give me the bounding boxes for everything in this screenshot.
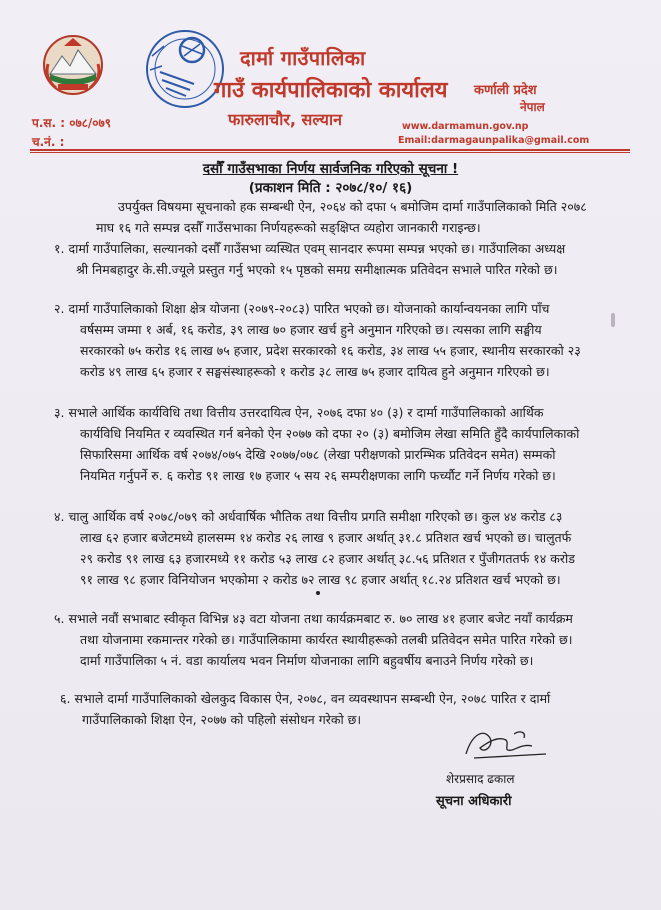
header-divider-thin (30, 152, 630, 153)
email-link[interactable]: Email:darmagaunpalika@gmail.com (398, 135, 590, 146)
decision-line: दार्मा गाउँपालिका ५ नं. वडा कार्यालय भवन निर्माण योजनाका लागि बहुवर्षीय बनाउने निर्णय गरेको छ। (80, 653, 534, 668)
notice-title: दसौँ गाउँसभाका निर्णय सार्वजनिक गरिएको सूचना ! (202, 161, 459, 177)
decision-line: २९ करोड ९१ लाख ६३ हजारमध्ये ११ करोड ५३ लाख ८२ हजार अर्थात् ३८.५६ प्रतिशत र पुँजीगततर्फ १४ करोड (80, 551, 575, 566)
decision-line: तथा योजनामा रकमान्तर गरेको छ। गाउँपालिकामा कार्यरत स्थायीहरूको तलबी प्रतिवेदन समेत पारित गरेको छ। (80, 632, 573, 647)
office-location: फारुलाचौर, सल्यान (228, 110, 342, 129)
handwritten-signature (454, 724, 554, 764)
publication-date: (प्रकाशन मिति : २०७८/१०/ १६) (248, 180, 413, 196)
decision-line: ६. सभाले दार्मा गाउँपालिकाको खेलकुद विकास ऐन, २०७८, वन व्यवस्थापन सम्बन्धी ऐन, २०७८ पारित र दार्मा (60, 691, 551, 706)
signer-title: सूचना अधिकारी (436, 794, 512, 809)
decision-line: वर्षसम्म जम्मा १ अर्ब, १६ करोड, ३९ लाख ७० हजार खर्च हुने अनुमान गरिएको छ। त्यसका लागि सङ्घीय (80, 322, 542, 337)
decision-line: कार्यविधि नियमित र व्यवस्थित गर्न बनेको ऐन २०७७ को दफा २० (३) बमोजिम लेखा समिति हुँदै कार्यपालिकाको (80, 426, 580, 441)
decision-line: सिफारिसमा आर्थिक वर्ष २०७४/०७५ देखि २०७७/०७८ (लेखा परीक्षणको प्रारम्भिक प्रतिवेदन समेत) सम्मको (80, 447, 556, 462)
decision-line: लाख ६२ हजार बजेटमध्ये हालसम्म १४ करोड २६ लाख ९ हजार अर्थात् ३१.८ प्रतिशत खर्च भएको छ। चालुतर्फ (80, 530, 572, 545)
decision-4 (54, 506, 575, 590)
paper-mark (611, 313, 615, 327)
decision-3 (54, 402, 579, 486)
decision-line: गाउँपालिकाको शिक्षा ऐन, २०७७ को पहिलो संसोधन गरेको छ। (82, 712, 362, 727)
decision-line: सरकारको ७५ करोड १६ लाख ७५ हजार, प्रदेश सरकारको १६ करोड, ३४ लाख ५५ हजार, स्थानीय सरकारको २३ (80, 343, 581, 358)
decision-line: २. दार्मा गाउँपालिकाको शिक्षा क्षेत्र योजना (२०७९-२०८३) पारित भएको छ। योजनाको कार्यान्वयनका लागि पाँच (54, 301, 550, 316)
ink-dot (316, 591, 320, 595)
dispatch-number: च.नं. : (32, 135, 65, 149)
reference-number: प.स. : ०७८/०७९ (32, 116, 112, 130)
website-link[interactable]: www.darmamun.gov.np (402, 121, 529, 132)
decision-line: ५. सभाले नवौं सभाबाट स्वीकृत विभिन्न ४३ वटा योजना तथा कार्यक्रमबाट रु. ७० लाख ४१ हजार बजेट नयाँ कार्यक्रम (54, 611, 573, 626)
intro-line: उपर्युक्त विषयमा सूचनाको हक सम्बन्धी ऐन, २०६४ को दफा ५ बमोजिम दार्मा गाउँपालिकाको मिति २०७८ (118, 199, 587, 214)
decision-1 (54, 238, 565, 280)
decision-line: १. दार्मा गाउँपालिका, सल्यानको दसौँ गाउँसभा व्यस्थित एवम् सानदार रूपमा सम्पन्न भएको छ। गाउँपालिका अध्यक्ष (54, 241, 566, 256)
decision-line: करोड ४९ लाख ६५ हजार र सङ्घसंस्थाहरूको १ करोड ३८ लाख ७५ हजार दायित्व हुने अनुमान गरिएको छ। (80, 364, 550, 379)
decision-line: ९१ लाख ९८ हजार विनियोजन भएकोमा २ करोड ७२ लाख ९८ हजार अर्थात् १८.२४ प्रतिशत खर्च भएको छ। (80, 572, 561, 587)
intro-paragraph (96, 196, 587, 238)
decision-line: ३. सभाले आर्थिक कार्यविधि तथा वित्तीय उत्तरदायित्व ऐन, २०७६ दफा ४० (३) र दार्मा गाउँपालिकाको आर्थिक (54, 405, 544, 420)
header-divider (30, 149, 630, 151)
country-label: नेपाल (520, 100, 545, 114)
nepal-emblem-icon (42, 34, 104, 96)
decision-line: नियमित गर्नुपर्ने रु. ६ करोड ९१ लाख १७ हजार ५ सय २६ सम्परीक्षणका लागि फर्च्यौट गर्ने निर्णय गरेको छ। (80, 468, 556, 483)
intro-line: माघ १६ गते सम्पन्न दसौँ गाउँसभाका निर्णयहरूको सङ्क्षिप्त व्यहोरा जानकारी गराइन्छ। (96, 220, 481, 235)
decision-2 (54, 298, 581, 382)
decision-line: ४. चालु आर्थिक वर्ष २०७८/०७९ को अर्धवार्षिक भौतिक तथा वित्तीय प्रगति समीक्षा गरिएको छ। कुल ४४ करोड ८३ (54, 509, 563, 524)
office-name: दार्मा गाउँपालिका (240, 46, 366, 70)
office-subtitle: गाउँ कार्यपालिकाको कार्यालय (214, 78, 448, 103)
decision-5 (54, 608, 573, 671)
province-label: कर्णाली प्रदेश (474, 83, 537, 98)
signer-name: शेरप्रसाद ढकाल (446, 772, 515, 786)
decision-line: श्री निमबहादुर के.सी.ज्यूले प्रस्तुत गर्नु भएको १५ पृष्ठको समग्र समीक्षात्मक प्रतिवेदन सभाले पारित गरेको छ। (76, 262, 558, 277)
